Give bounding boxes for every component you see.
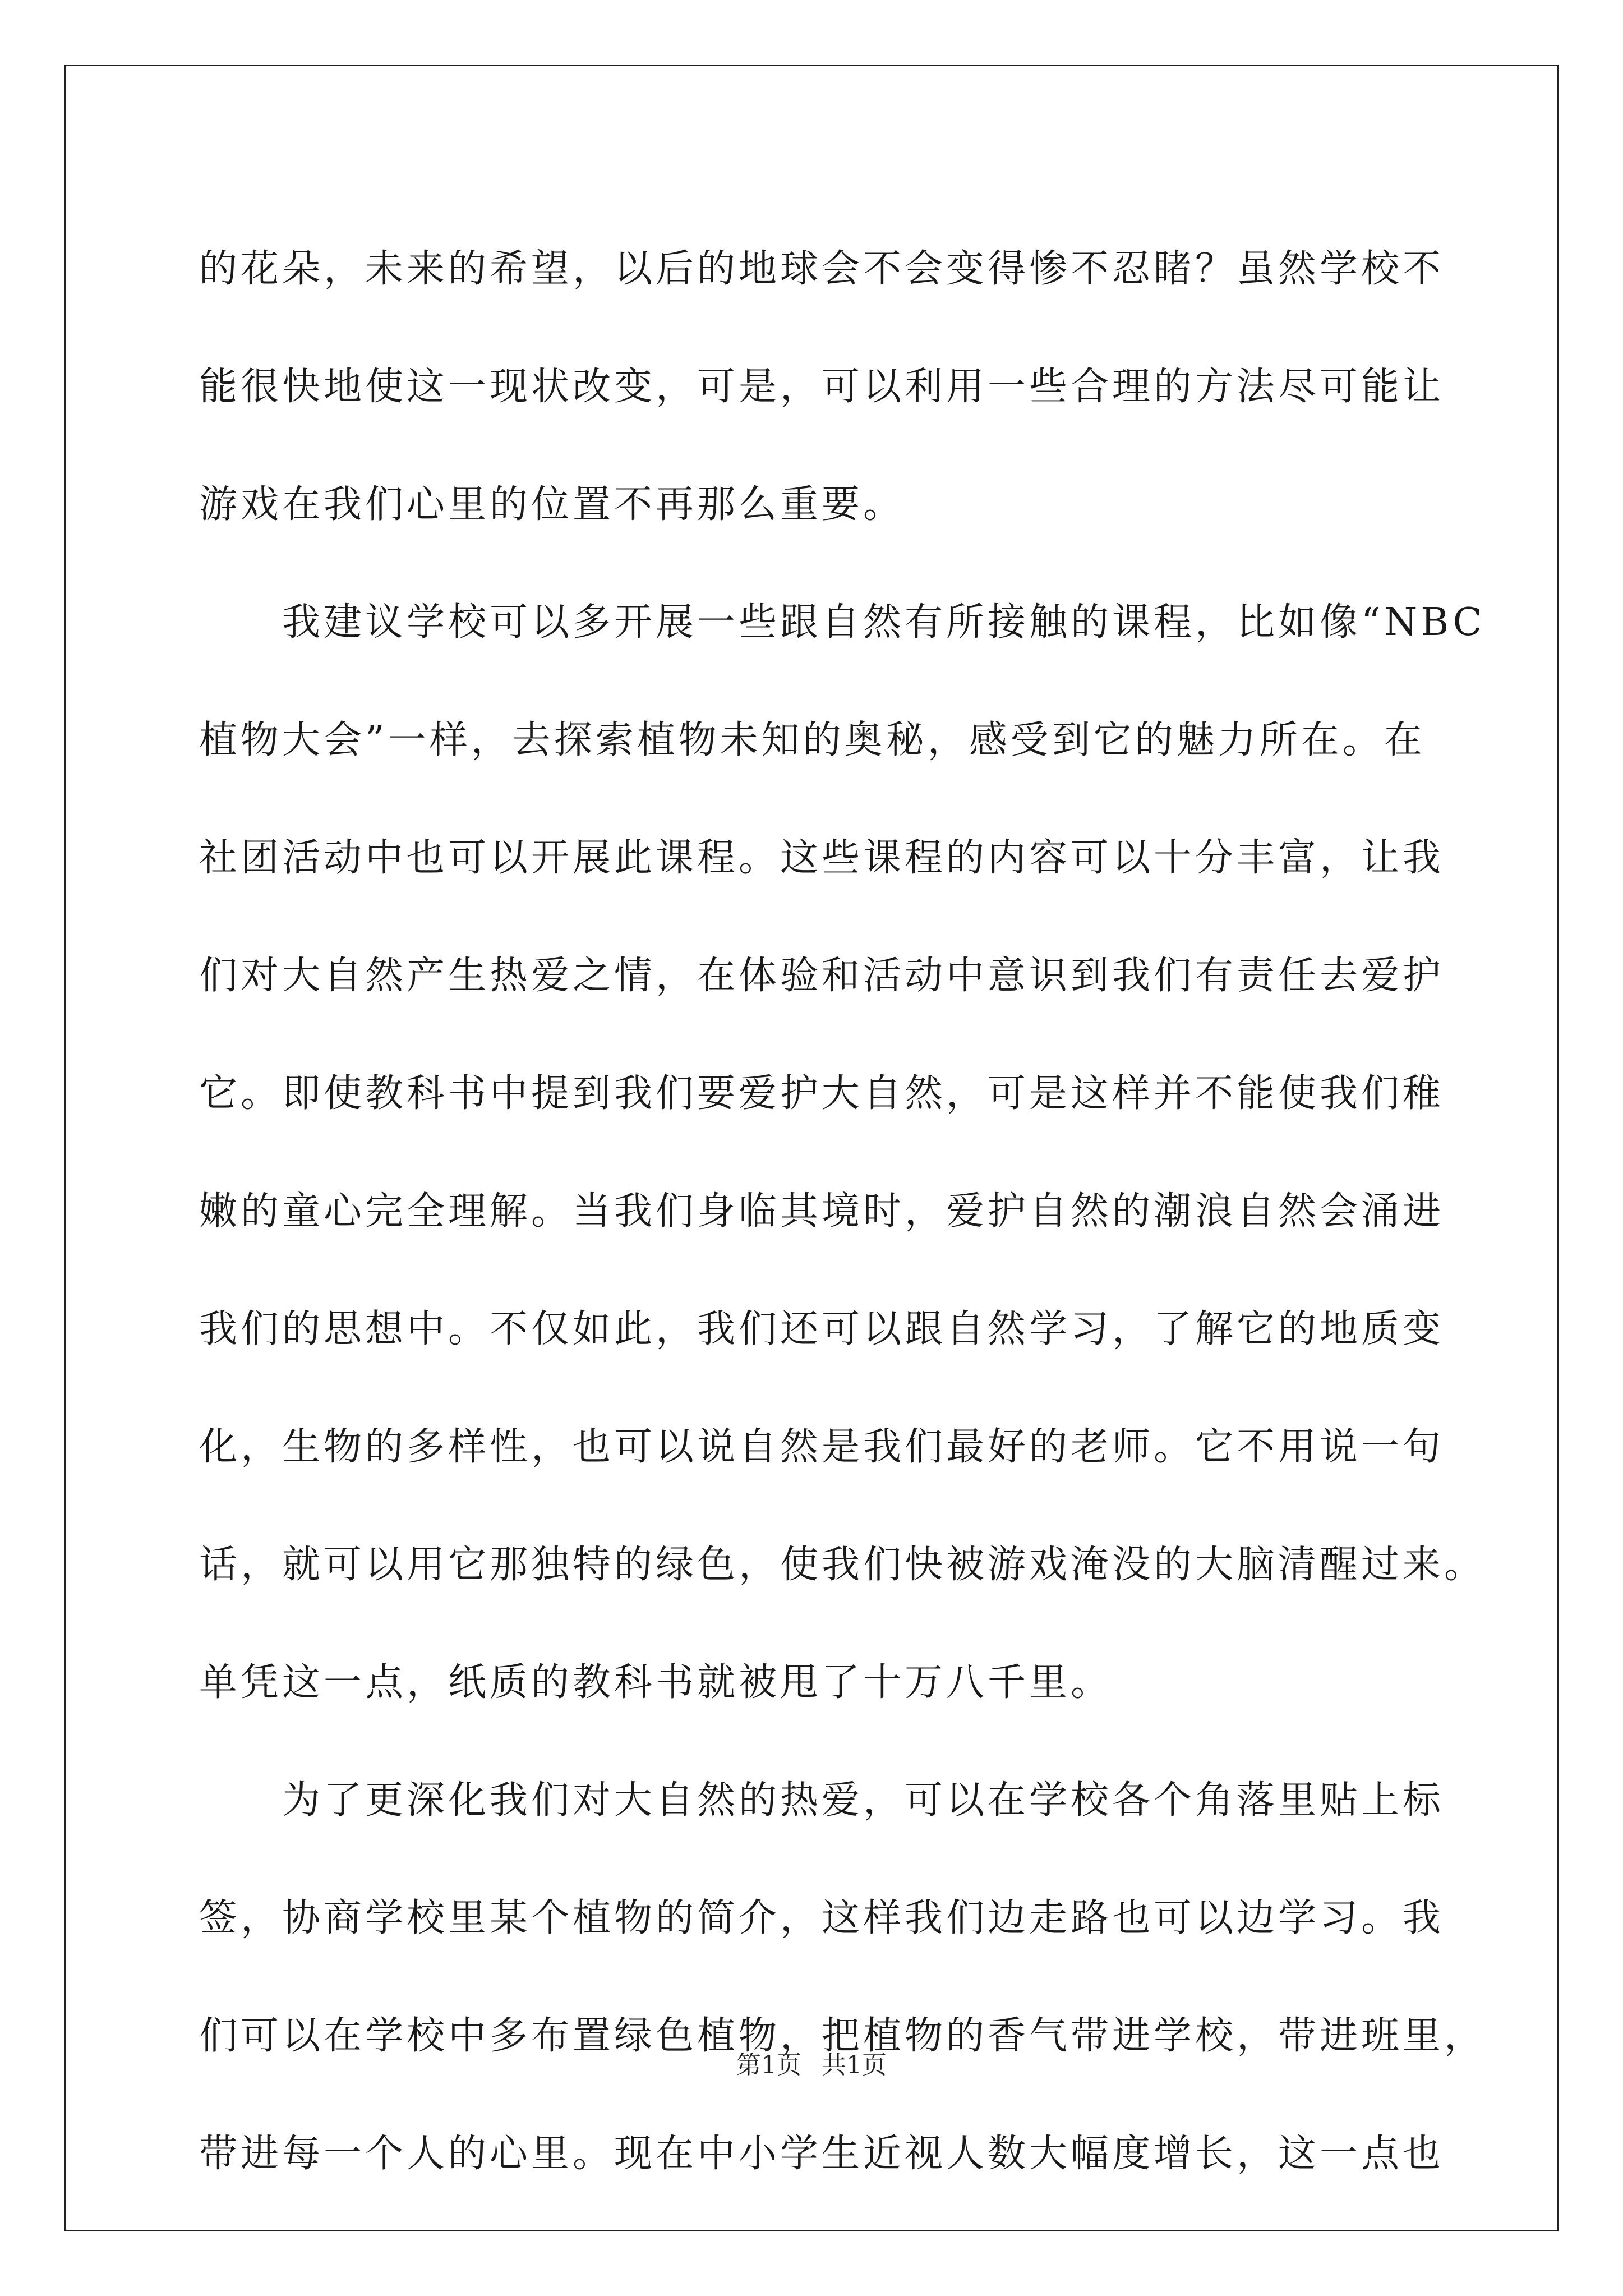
text-line: 我们的思想中。不仅如此，我们还可以跟自然学习，了解它的地质变: [199, 1307, 1445, 1351]
paragraph-start-line: 我建议学校可以多开展一些跟自然有所接触的课程，比如像“NBC: [282, 600, 1486, 645]
document-body: [199, 210, 1486, 2213]
text-line: 的花朵，未来的希望，以后的地球会不会变得惨不忍睹？虽然学校不: [199, 247, 1445, 291]
text-line: 能很快地使这一现状改变，可是，可以利用一些合理的方法尽可能让: [199, 365, 1445, 409]
text-line: 游戏在我们心里的位置不再那么重要。: [199, 482, 905, 527]
text-line: 话，就可以用它那独特的绿色，使我们快被游戏淹没的大脑清醒过来。: [199, 1543, 1486, 1587]
text-line: 签，协商学校里某个植物的简介，这样我们边走路也可以边学习。我: [199, 1896, 1445, 1940]
text-line: 们对大自然产生热爱之情，在体验和活动中意识到我们有责任去爱护: [199, 954, 1445, 998]
text-line: 嫩的童心完全理解。当我们身临其境时，爱护自然的潮浪自然会涌进: [199, 1189, 1445, 1234]
page-number-total: 共1页: [822, 2051, 887, 2079]
text-line: 植物大会”一样，去探索植物未知的奥秘，感受到它的魅力所在。在: [199, 718, 1426, 762]
paragraph-start-line: 为了更深化我们对大自然的热爱，可以在学校各个角落里贴上标: [282, 1778, 1445, 1823]
text-line: 带进每一个人的心里。现在中小学生近视人数大幅度增长，这一点也: [199, 2132, 1445, 2176]
text-line: 化，生物的多样性，也可以说自然是我们最好的老师。它不用说一句: [199, 1425, 1445, 1469]
page-number-current: 第1页: [736, 2051, 801, 2079]
text-line: 它。即使教科书中提到我们要爱护大自然，可是这样并不能使我们稚: [199, 1071, 1445, 1116]
text-line: 们可以在学校中多布置绿色植物，把植物的香气带进学校，带进班里，: [199, 2014, 1486, 2058]
text-line: 社团活动中也可以开展此课程。这些课程的内容可以十分丰富，让我: [199, 836, 1445, 880]
text-line: 单凭这一点，纸质的教科书就被甩了十万八千里。: [199, 1660, 1113, 1705]
page-footer: [0, 2045, 1623, 2081]
